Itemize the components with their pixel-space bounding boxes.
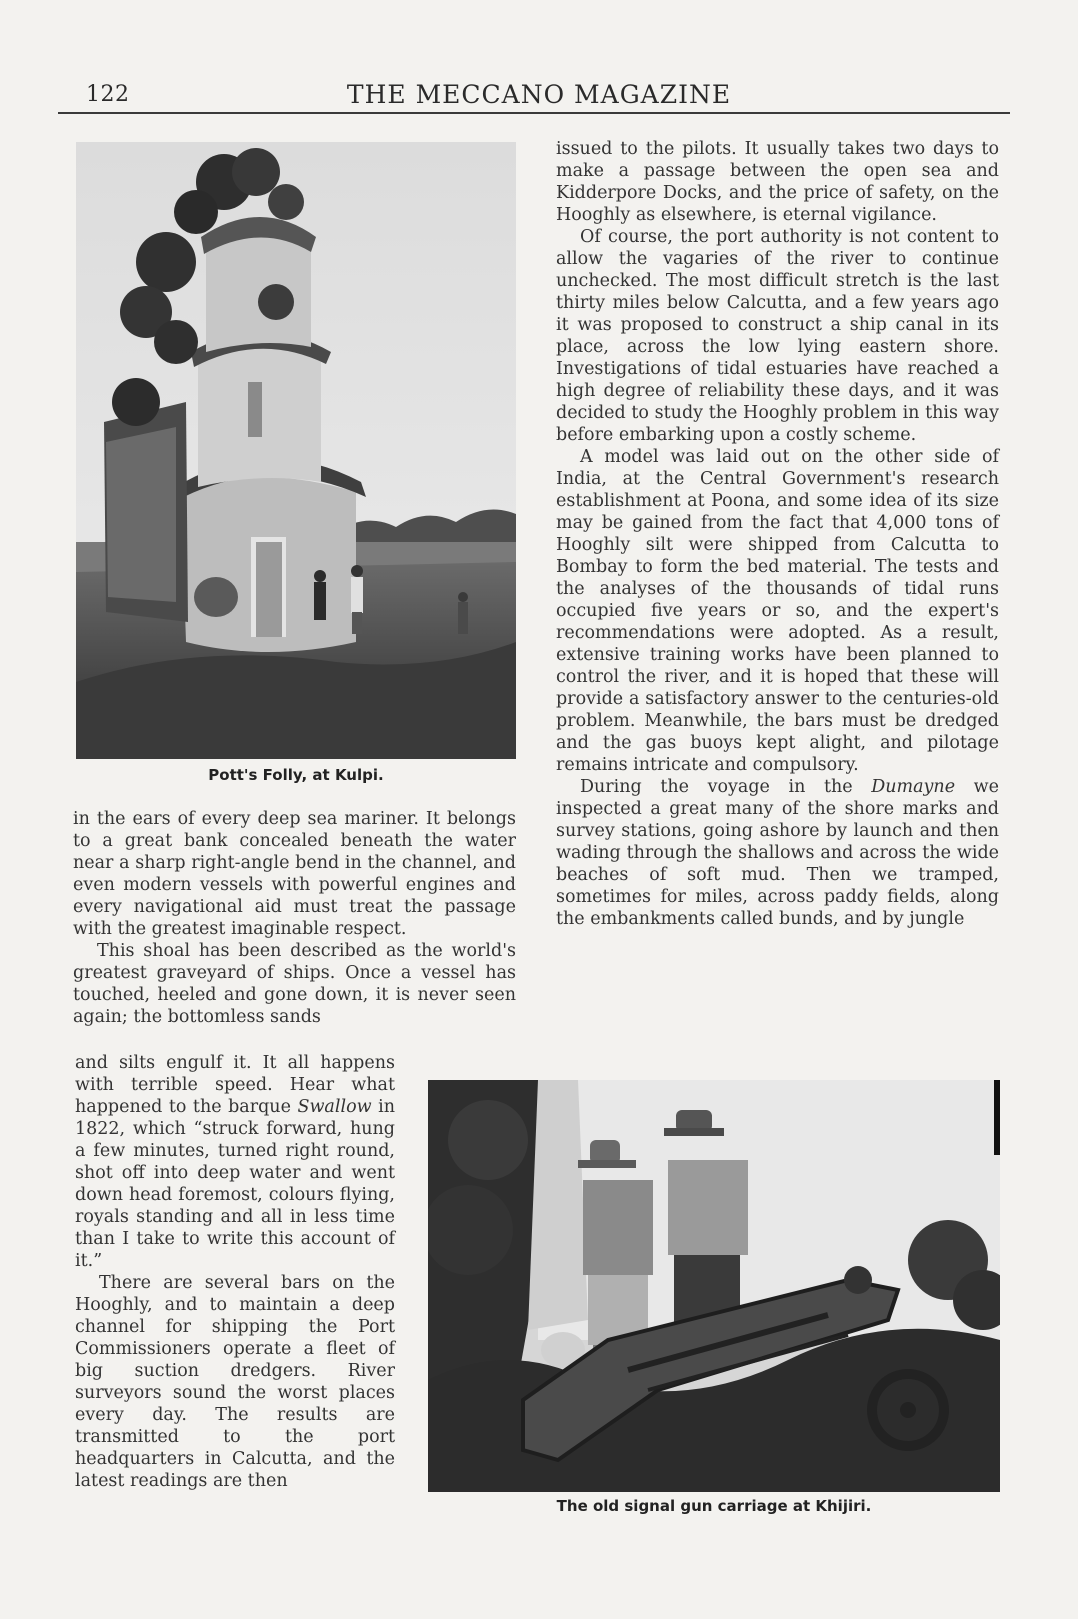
p2-cont-before: and silts engulf it. It all happens with terrible speed. Hear what happened to the barque [75,1053,395,1117]
left-column-narrow-text [75,1052,395,1492]
right-paragraph-1: issued to the pilots. It usually takes two days to make a passage between the open sea and Kidderpore Docks, and the price of safety, on the Hooghly as elsewhere, is eternal vigilance. [556,139,999,225]
gun-caption: The old signal gun carriage at Khijiri. [556,1497,872,1515]
potts-folly-photo [76,142,516,759]
ship-name-swallow: Swallow [297,1097,372,1117]
left-paragraph-2-continued [75,1052,395,1272]
left-paragraph-3: There are several bars on the Hooghly, and to maintain a deep channel for shipping the Port Commissioners operate a fleet of big suction dredgers. River surveyors sound the worst places every day. The results are transmitted to the port headquarters in Calcutta, and the latest readings are then [75,1273,395,1491]
right-column-text [556,138,999,930]
left-paragraph-2: This shoal has been described as the world's greatest graveyard of ships. Once a vessel has touched, heeled and gone down, it is never seen again; the bottomless sands [73,941,516,1027]
magazine-title: THE MECCANO MAGAZINE [346,80,732,109]
ship-name-dumayne: Dumayne [871,777,956,797]
page-number: 122 [86,82,130,107]
right-paragraph-4 [556,776,999,930]
gun-carriage-photo [428,1080,1000,1492]
folly-caption: Pott's Folly, at Kulpi. [208,766,384,784]
left-column-text [73,808,516,1028]
right-paragraph-2: Of course, the port authority is not content to allow the vagaries of the river to continue unchecked. The most difficult stretch is the last thirty miles below Calcutta, and a few years ago it was proposed to construct a ship canal in its place, across the low lying eastern shore. Investigations of tidal estuaries have reached a high degree of reliability these days, and it was decided to study the Hooghly problem in this way before embarking upon a costly scheme. [556,227,999,445]
header-rule [58,112,1010,114]
right-paragraph-3: A model was laid out on the other side of India, at the Central Government's research establishment at Poona, and some idea of its size may be gained from the fact that 4,000 tons of Hooghly silt were shipped from Calcutta to Bombay to form the bed material. The tests and the analyses of the thousands of tidal runs occupied five years or so, and the expert's recommendations were adopted. As a result, extensive training works have been planned to control the river, and it is hoped that these will provide a satisfactory answer to the centuries-old problem. Meanwhile, the bars must be dredged and the gas buoys kept alight, and pilotage remains intricate and compulsory. [556,447,999,775]
p4-before-text: During the voyage in the [580,777,872,797]
potts-folly-illustration [76,142,516,759]
left-paragraph-1: in the ears of every deep sea mariner. It belongs to a great bank concealed beneath the water near a sharp right-angle bend in the channel, and even modern vessels with powerful engines and every navigational aid must treat the passage with the greatest imaginable respect. [73,809,516,939]
p2-cont-after: in 1822, which “struck forward, hung a few minutes, turned right round, shot off into deep water and went down head foremost, colours flying, royals standing and all in less time than I take to write this account of it.” [75,1097,395,1271]
gun-carriage-illustration [428,1080,1000,1492]
p4-after-text: we inspected a great many of the shore marks and survey stations, going ashore by launch and then wading through the shallows and across the wide beaches of soft mud. Then we tramped, sometimes for miles, across paddy fields, along the embankments called bunds, and by jungle [556,777,999,929]
